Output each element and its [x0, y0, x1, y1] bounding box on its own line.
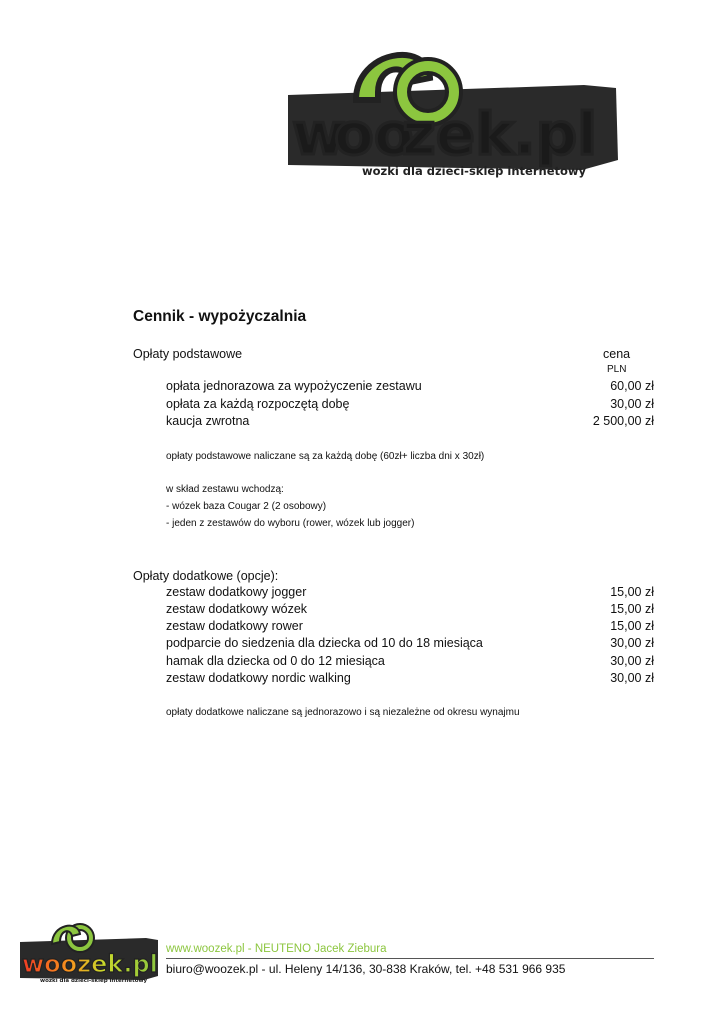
- footer-address: biuro@woozek.pl - ul. Heleny 14/136, 30-838 Kraków, tel. +48 531 966 935: [166, 962, 566, 976]
- fee-price: 60,00 zł: [610, 379, 654, 393]
- fee-label: zestaw dodatkowy jogger: [166, 585, 307, 599]
- fee-price: 15,00 zł: [610, 585, 654, 599]
- svg-text:wozki dla dzieci-sklep interne: wozki dla dzieci-sklep internetowy: [40, 978, 148, 984]
- basic-fee-row: [166, 414, 654, 431]
- extra-fee-row: [166, 602, 654, 619]
- extra-fee-row: [166, 636, 654, 653]
- footer-divider: [166, 958, 654, 959]
- fee-label: opłata za każdą rozpoczętą dobę: [166, 397, 350, 411]
- fee-price: 30,00 zł: [610, 397, 654, 411]
- extra-fee-row: [166, 654, 654, 671]
- fee-label: opłata jednorazowa za wypożyczenie zestawu: [166, 379, 422, 393]
- fee-label: podparcie do siedzenia dla dziecka od 10 do 18 miesiąca: [166, 636, 483, 650]
- set-item: - jeden z zestawów do wyboru (rower, wózek lub jogger): [166, 518, 415, 529]
- logo-brand-main: zek.pl: [402, 100, 598, 168]
- fee-label: kaucja zwrotna: [166, 414, 250, 428]
- basic-fee-row: [166, 397, 654, 414]
- logo-brand-prefix: w: [292, 100, 346, 168]
- basic-fee-row: [166, 379, 654, 396]
- extra-fee-row: [166, 585, 654, 602]
- basic-fees-heading: Opłaty podstawowe: [133, 347, 243, 361]
- fee-price: 30,00 zł: [610, 671, 654, 685]
- svg-text:woozek.pl: woozek.pl: [22, 950, 158, 978]
- price-column-header: cena: [603, 347, 631, 361]
- extra-fee-row: [166, 619, 654, 636]
- fee-label: zestaw dodatkowy rower: [166, 619, 303, 633]
- fee-label: zestaw dodatkowy wózek: [166, 602, 308, 616]
- set-intro: w skład zestawu wchodzą:: [166, 484, 284, 495]
- fee-price: 30,00 zł: [610, 636, 654, 650]
- fee-price: 2 500,00 zł: [592, 414, 654, 428]
- page-title: Cennik - wypożyczalnia: [133, 308, 307, 325]
- svg-text:oo: oo: [334, 100, 414, 168]
- fee-label: zestaw dodatkowy nordic walking: [166, 671, 351, 685]
- fee-price: 15,00 zł: [610, 619, 654, 633]
- footer-website: www.woozek.pl - NEUTENO Jacek Ziebura: [166, 943, 387, 955]
- footer-logo: [18, 920, 160, 984]
- extra-fees-heading: Opłaty dodatkowe (opcje):: [133, 569, 279, 583]
- fee-price: 30,00 zł: [610, 654, 654, 668]
- price-unit: PLN: [607, 364, 627, 375]
- fee-price: 15,00 zł: [610, 602, 654, 616]
- logo-tagline: wozki dla dzieci-sklep internetowy: [362, 164, 587, 178]
- basic-fees-note: opłaty podstawowe naliczane są za każdą dobę (60zł+ liczba dni x 30zł): [166, 451, 485, 462]
- extra-fees-note: opłaty dodatkowe naliczane są jednorazowo i są niezależne od okresu wynajmu: [166, 707, 520, 718]
- extra-fee-row: [166, 671, 654, 688]
- woozek-logo: [278, 30, 624, 180]
- set-item: - wózek baza Cougar 2 (2 osobowy): [166, 501, 327, 512]
- fee-label: hamak dla dziecka od 0 do 12 miesiąca: [166, 654, 385, 668]
